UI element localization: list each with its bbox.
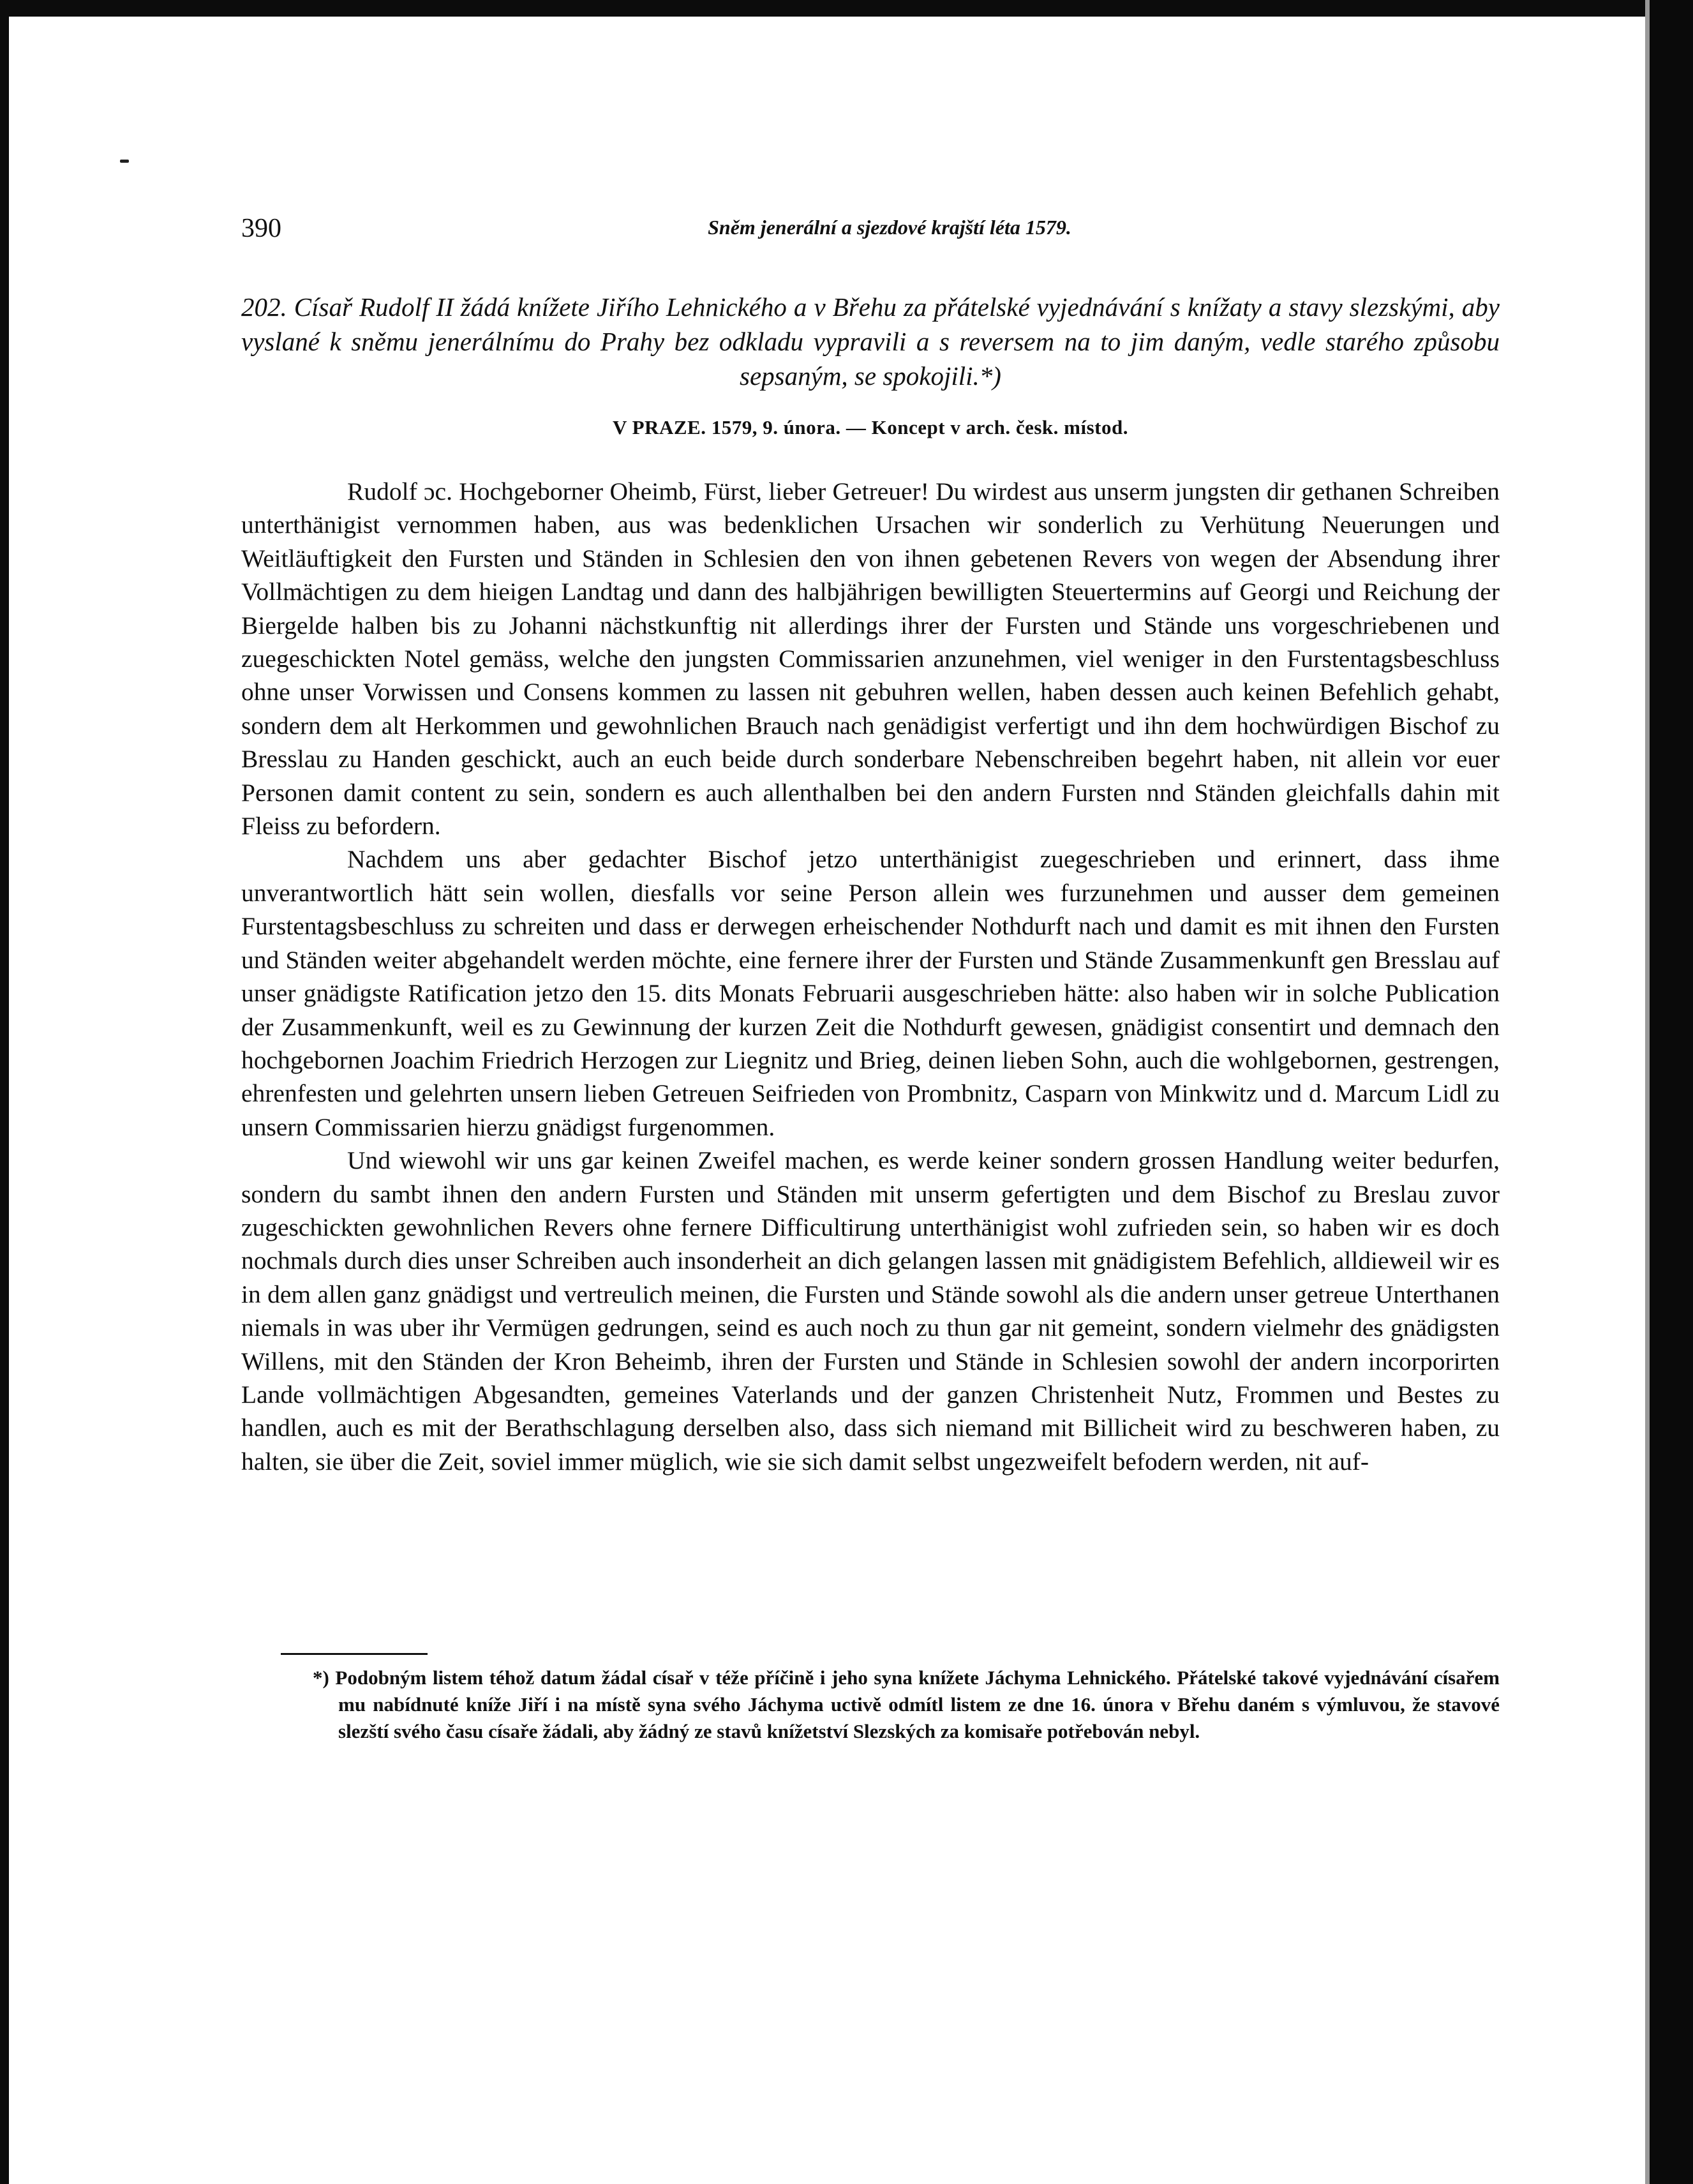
scan-border-right-shadow (1645, 0, 1650, 2184)
scan-border-left (0, 0, 9, 2184)
page-number: 390 (241, 214, 281, 243)
scan-border-right (1650, 0, 1693, 2184)
paragraph: Nachdem uns aber gedachter Bischof jetzo unterthänigist zuegeschrieben und erinnert, dass ihme unverantwortlich hätt sein wollen, diesfalls vor seine Person allein wes furzunehmen und ausser dem gemeinen Furstentagsbeschluss zu schreiten und dass er derwegen erheischender Nothdurft nach und damit es mit ihnen den Fursten und Ständen weiter abgehandelt werden möchte, eine fernere ihrer der Fursten und Stände Zusammenkunft gen Bresslau auf unser gnädigste Ratification jetzo den 15. dits Monats Februarii ausgeschrieben hätte: also haben wir in solche Publication der Zusammenkunft, weil es zu Gewinnung der kurzen Zeit die Nothdurft gewesen, gnädigist consentirt und demnach den hochgebornen Joachim Friedrich Herzogen zur Liegnitz und Brieg, deinen lieben Sohn, auch die wohlgebornen, gestrengen, ehrenfesten und gelehrten unsern lieben Getreuen Seifrieden von Prombnitz, Casparn von Minkwitz und d. Marcum Lidl zu unsern Commissarien hierzu gnädigst furgenommen. (241, 845, 1500, 1141)
scan-border-top (0, 0, 1693, 17)
body-text (241, 475, 1500, 1478)
document-heading-text: Císař Rudolf II žádá knížete Jiřího Lehnického a v Břehu za přátelské vyjednávání s knížaty a stavy slezskými, aby vyslané k sněmu jenerálnímu do Prahy bez odkladu vypravili a s reversem na to jim daným, vedle starého způsobu sepsaným, se spokojili.*) (241, 292, 1500, 391)
document-number: 202. (241, 292, 287, 322)
running-title: Sněm jenerální a sjezdové krajští léta 1579. (708, 216, 1071, 239)
page-header (241, 213, 1500, 251)
footnote-divider (281, 1653, 428, 1655)
document-heading (241, 290, 1500, 393)
scan-speck (120, 160, 129, 163)
source-line: V PRAZE. 1579, 9. února. — Koncept v arch. česk. místod. (613, 416, 1128, 438)
footnote: *) Podobným listem téhož datum žádal císař v téže příčině i jeho syna knížete Jáchyma Lehnického. Přátelské takové vyjednávání císařem mu nabídnuté kníže Jiří i na místě syna svého Jáchyma uctivě odmítl listem ze dne 16. února v Břehu daném s výmluvou, že stavové slezští svého času císaře žádali, aby žádný ze stavů knížetství Slezských za komisaře potřebován nebyl. (313, 1666, 1500, 1742)
paragraph: Rudolf ɔc. Hochgeborner Oheimb, Fürst, lieber Getreuer! Du wirdest aus unserm jungsten dir gethanen Schreiben unterthänigist vernommen haben, aus was bedenklichen Ursachen wir sonderlich zu Verhütung Neuerungen und Weitläuftigkeit den Fursten und Ständen in Schlesien den von ihnen gebetenen Revers von wegen der Absendung ihrer Vollmächtigen zu dem hieigen Landtag und dann des halbjährigen bewilligten Steuertermins auf Georgi und Reichung der Biergelde halben bis zu Johanni nächstkunftig nit allerdings ihrer der Fursten und Stände uns vorgeschriebenen und zuegeschickten Notel gemäss, welche den jungsten Commissarien anzunehmen, viel weniger in den Furstentagsbeschluss ohne unser Vorwissen und Consens kommen zu lassen nit gebuhren wellen, haben dessen auch keinen Befehlich gehabt, sondern dem alt Herkommen und gewohnlichen Brauch nach genädigist verfertigt und ihn dem hochwürdigen Bischof zu Bresslau zu Handen geschickt, auch an euch beide durch sonderbare Nebenschreiben begehrt haben, nit allein vor euer Personen damit content zu sein, sondern es auch allenthalben bei den andern Fursten nnd Ständen gleichfalls dahin mit Fleiss zu befordern. (241, 477, 1500, 841)
paragraph: Und wiewohl wir uns gar keinen Zweifel machen, es werde keiner sondern grossen Handlung weiter bedurfen, sondern du sambt ihnen den andern Fursten und Ständen mit unserm gefertigten und dem Bischof zu Breslau zuvor zugeschickten gewohnlichen Revers ohne fernere Difficultirung unterthänigist wohl zufrieden sein, so haben wir es doch nochmals durch dies unser Schreiben auch insonderheit an dich gelangen lassen mit gnädigistem Befehlich, alldieweil wir es in dem allen ganz gnädigst und vertreulich meinen, die Fursten und Stände sowohl als die andern unser getreue Unterthanen niemals in was uber ihr Vermügen gedrungen, seind es auch noch zu thun gar nit gemeint, sondern vielmehr des gnädigsten Willens, mit den Ständen der Kron Beheimb, ihren der Fursten und Stände in Schlesien sowohl der andern incorporirten Lande vollmächtigen Abgesandten, gemeines Vaterlands und der ganzen Christenheit Nutz, Frommen und Bestes zu handlen, auch es mit der Berathschlagung derselben also, dass sich niemand mit Billicheit wird zu beschweren haben, zu halten, sie über die Zeit, soviel immer müglich, wie sie sich damit selbst ungezweifelt befodern werden, nit auf- (241, 1146, 1500, 1476)
